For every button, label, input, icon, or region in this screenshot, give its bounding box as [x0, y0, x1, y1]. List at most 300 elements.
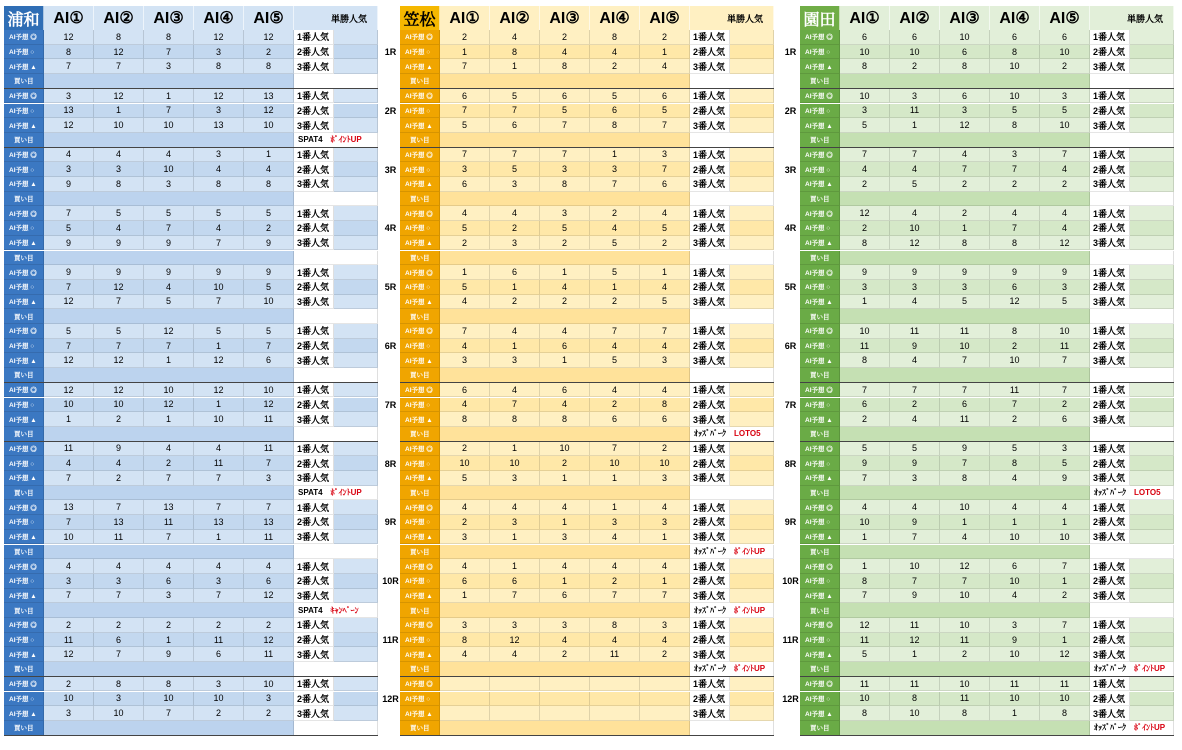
ai-value: 11	[244, 530, 294, 545]
buy-label[interactable]: 買い目	[800, 545, 840, 560]
buy-label[interactable]: 買い目	[4, 251, 44, 266]
race-number: 10R	[782, 576, 799, 587]
buy-field[interactable]	[44, 662, 294, 677]
campaign-note	[1090, 309, 1174, 324]
ai-value: 7	[194, 471, 244, 486]
ai-value: 8	[890, 692, 940, 707]
ai-value: 6	[440, 383, 490, 398]
popularity-label: 3番人気	[1090, 353, 1130, 368]
campaign-note	[294, 603, 378, 618]
ai-value: 7	[440, 59, 490, 74]
buy-label[interactable]: 買い目	[400, 251, 440, 266]
ai-value: 10	[940, 618, 990, 633]
ai-value: 2	[640, 442, 690, 457]
ai-value: 4	[890, 162, 940, 177]
buy-field[interactable]	[840, 427, 1090, 442]
buy-field[interactable]	[44, 545, 294, 560]
buy-label[interactable]: 買い目	[4, 545, 44, 560]
prediction-label	[400, 162, 440, 177]
buy-field[interactable]	[440, 192, 690, 207]
campaign-note	[1090, 662, 1174, 677]
prediction-label-text: AI予想 ○	[805, 519, 831, 527]
popularity-label: 2番人気	[294, 221, 334, 236]
buy-label[interactable]: 買い目	[400, 545, 440, 560]
ai-value: 4	[890, 206, 940, 221]
buy-field[interactable]	[840, 251, 1090, 266]
buy-field[interactable]	[440, 133, 690, 148]
popularity-label: 2番人気	[690, 45, 730, 60]
buy-label[interactable]: 買い目	[400, 368, 440, 383]
ai-value: 11	[244, 442, 294, 457]
buy-label[interactable]: 買い目	[4, 603, 44, 618]
popularity-label: 1番人気	[1090, 500, 1130, 515]
ai-value: 5	[890, 177, 940, 192]
buy-field[interactable]	[440, 251, 690, 266]
ai-value: 2	[640, 647, 690, 662]
ai-value: 3	[1040, 442, 1090, 457]
buy-field[interactable]	[44, 721, 294, 736]
popularity-odds-cell	[1130, 324, 1174, 339]
ai-value: 7	[640, 589, 690, 604]
buy-label[interactable]: 買い目	[800, 133, 840, 148]
campaign-label: ﾎﾟｲﾝﾄUP	[734, 546, 766, 556]
popularity-label: 2番人気	[690, 574, 730, 589]
buy-label[interactable]: 買い目	[800, 309, 840, 324]
ai-value: 6	[244, 353, 294, 368]
ai-value: 7	[1040, 618, 1090, 633]
ai-header: AI④	[194, 6, 244, 30]
prediction-label-text: AI予想 ○	[405, 49, 431, 57]
ai-value: 12	[890, 236, 940, 251]
popularity-label: 2番人気	[1090, 574, 1130, 589]
popularity-odds-cell	[730, 221, 774, 236]
prediction-label-text: AI予想 ▲	[9, 416, 37, 424]
ai-value: 4	[44, 559, 94, 574]
ai-value: 3	[490, 236, 540, 251]
popularity-label: 1番人気	[690, 500, 730, 515]
ai-value: 3	[244, 471, 294, 486]
prediction-label	[400, 633, 440, 648]
race-number: 1R	[384, 47, 397, 58]
campaign-note	[690, 133, 774, 148]
popularity-odds-cell	[334, 647, 378, 662]
prediction-label-text: AI予想 ▲	[805, 122, 833, 130]
prediction-label	[4, 295, 44, 310]
ai-value: 9	[890, 456, 940, 471]
ai-value: 2	[144, 618, 194, 633]
prediction-label	[800, 118, 840, 133]
popularity-odds-cell	[730, 692, 774, 707]
buy-field[interactable]	[44, 251, 294, 266]
ai-value: 8	[1040, 706, 1090, 721]
ai-value: 2	[1040, 177, 1090, 192]
prediction-label-text: AI予想 ▲	[9, 63, 37, 71]
ai-value: 7	[94, 295, 144, 310]
popularity-label: 1番人気	[690, 442, 730, 457]
prediction-label	[400, 45, 440, 60]
popularity-label: 1番人気	[1090, 383, 1130, 398]
popularity-label: 3番人気	[1090, 118, 1130, 133]
buy-field[interactable]	[440, 721, 690, 736]
ai-value: 8	[940, 471, 990, 486]
ai-value: 4	[490, 647, 540, 662]
buy-label[interactable]: 買い目	[400, 603, 440, 618]
buy-label[interactable]: 買い目	[800, 486, 840, 501]
buy-label[interactable]: 買い目	[800, 603, 840, 618]
prediction-label-text: AI予想 ▲	[805, 63, 833, 71]
ai-value: 3	[1040, 280, 1090, 295]
buy-label[interactable]: 買い目	[400, 721, 440, 736]
popularity-label: 1番人気	[1090, 442, 1130, 457]
popularity-label: 2番人気	[1090, 104, 1130, 119]
prediction-label	[4, 59, 44, 74]
ai-value: 10	[94, 706, 144, 721]
prediction-label-text: AI予想 ○	[9, 49, 35, 57]
ai-value: 4	[94, 559, 144, 574]
prediction-label	[400, 500, 440, 515]
ai-value: 12	[94, 383, 144, 398]
buy-field[interactable]	[840, 721, 1090, 736]
ai-value: 4	[640, 633, 690, 648]
buy-field[interactable]	[440, 545, 690, 560]
popularity-odds-cell	[1130, 206, 1174, 221]
buy-label[interactable]: 買い目	[400, 662, 440, 677]
ai-value: 10	[940, 500, 990, 515]
popularity-label: 3番人気	[690, 177, 730, 192]
popularity-label: 3番人気	[294, 353, 334, 368]
buy-field[interactable]	[840, 133, 1090, 148]
ai-value: 6	[540, 589, 590, 604]
popularity-odds-cell	[1130, 589, 1174, 604]
ai-value: 4	[590, 339, 640, 354]
popularity-odds-cell	[730, 118, 774, 133]
prediction-label	[800, 30, 840, 45]
popularity-label: 3番人気	[294, 647, 334, 662]
ai-value: 6	[440, 89, 490, 104]
buy-field[interactable]	[44, 309, 294, 324]
ai-value: 7	[94, 59, 144, 74]
prediction-label	[400, 574, 440, 589]
ai-value: 5	[590, 353, 640, 368]
ai-value: 1	[490, 442, 540, 457]
popularity-label: 3番人気	[294, 295, 334, 310]
prediction-label-text: AI予想 ▲	[9, 181, 37, 189]
prediction-label	[400, 589, 440, 604]
buy-field[interactable]	[440, 662, 690, 677]
ai-value: 1	[840, 530, 890, 545]
prediction-label-text: AI予想 ▲	[805, 534, 833, 542]
race-number: 12R	[382, 693, 399, 704]
buy-label[interactable]: 買い目	[400, 133, 440, 148]
popularity-odds-cell	[730, 647, 774, 662]
ai-value: 5	[144, 295, 194, 310]
ai-value: 12	[244, 589, 294, 604]
ai-value: 2	[540, 236, 590, 251]
buy-label[interactable]: 買い目	[4, 486, 44, 501]
prediction-label-text: AI予想 ○	[9, 637, 35, 645]
ai-value: 7	[490, 148, 540, 163]
track-name: 浦和	[4, 6, 44, 30]
buy-label[interactable]: 買い目	[4, 721, 44, 736]
ai-value: 2	[1040, 398, 1090, 413]
buy-label[interactable]: 買い目	[4, 309, 44, 324]
buy-label[interactable]: 買い目	[400, 486, 440, 501]
ai-value: 10	[144, 692, 194, 707]
ai-value: 13	[194, 118, 244, 133]
ai-value: 7	[940, 456, 990, 471]
prediction-label-text: AI予想 ◎	[805, 563, 833, 571]
popularity-odds-cell	[730, 515, 774, 530]
popularity-odds-cell	[730, 383, 774, 398]
ai-value: 10	[144, 162, 194, 177]
popularity-label: 3番人気	[690, 295, 730, 310]
ai-value: 11	[590, 647, 640, 662]
buy-label[interactable]: 買い目	[4, 192, 44, 207]
ai-value: 12	[44, 295, 94, 310]
buy-label[interactable]: 買い目	[800, 192, 840, 207]
ai-value: 12	[840, 206, 890, 221]
campaign-note	[1090, 427, 1174, 442]
campaign-note	[690, 74, 774, 89]
buy-field[interactable]	[440, 309, 690, 324]
ai-value: 10	[840, 324, 890, 339]
ai-value: 3	[490, 177, 540, 192]
ai-value: 4	[640, 559, 690, 574]
popularity-odds-cell	[1130, 339, 1174, 354]
popularity-odds-cell	[730, 59, 774, 74]
ai-value: 3	[490, 618, 540, 633]
ai-value: 1	[590, 280, 640, 295]
ai-value: 1	[144, 353, 194, 368]
popularity-label: 2番人気	[1090, 162, 1130, 177]
ai-value: 4	[540, 398, 590, 413]
buy-field[interactable]	[44, 603, 294, 618]
race-separator	[400, 735, 774, 736]
buy-label[interactable]: 買い目	[800, 251, 840, 266]
ai-value: 6	[940, 89, 990, 104]
prediction-label-text: AI予想 ▲	[9, 534, 37, 542]
prediction-label	[400, 59, 440, 74]
buy-field[interactable]	[440, 368, 690, 383]
race-number: 2R	[784, 105, 797, 116]
ai-value: 4	[94, 221, 144, 236]
popularity-odds-cell	[334, 589, 378, 604]
buy-field[interactable]	[840, 192, 1090, 207]
popularity-label: 1番人気	[294, 500, 334, 515]
ai-value: 4	[640, 500, 690, 515]
ai-value: 3	[540, 206, 590, 221]
popularity-odds-cell	[1130, 530, 1174, 545]
buy-label[interactable]: 買い目	[400, 192, 440, 207]
buy-field[interactable]	[840, 603, 1090, 618]
buy-label[interactable]: 買い目	[800, 74, 840, 89]
ai-value: 10	[144, 383, 194, 398]
popularity-odds-cell	[1130, 148, 1174, 163]
ai-value: 2	[490, 295, 540, 310]
ai-value: 5	[590, 265, 640, 280]
buy-field[interactable]	[44, 192, 294, 207]
popularity-label: 1番人気	[690, 383, 730, 398]
ai-value: 4	[540, 324, 590, 339]
campaign-source: ｵｯｽﾞﾊﾟｰｸ	[694, 605, 726, 615]
ai-value: 10	[144, 118, 194, 133]
ai-header: AI⑤	[640, 6, 690, 30]
buy-field[interactable]	[440, 486, 690, 501]
ai-value	[640, 692, 690, 707]
ai-value: 1	[590, 471, 640, 486]
ai-value: 12	[244, 398, 294, 413]
popularity-odds-cell	[730, 633, 774, 648]
ai-value: 6	[540, 339, 590, 354]
popularity-label: 1番人気	[1090, 265, 1130, 280]
ai-value: 10	[440, 456, 490, 471]
popularity-label: 3番人気	[690, 59, 730, 74]
prediction-label	[400, 206, 440, 221]
popularity-label: 2番人気	[1090, 692, 1130, 707]
popularity-odds-cell	[334, 530, 378, 545]
ai-value: 5	[94, 206, 144, 221]
buy-field[interactable]	[840, 545, 1090, 560]
popularity-label: 3番人気	[294, 236, 334, 251]
buy-label[interactable]: 買い目	[4, 427, 44, 442]
ai-value: 8	[44, 45, 94, 60]
ai-value: 7	[540, 148, 590, 163]
ai-value: 4	[144, 559, 194, 574]
buy-field[interactable]	[840, 486, 1090, 501]
prediction-label-text: AI予想 ◎	[805, 151, 833, 159]
ai-value: 4	[1040, 500, 1090, 515]
ai-value: 4	[440, 398, 490, 413]
prediction-label	[4, 647, 44, 662]
ai-value: 3	[440, 530, 490, 545]
prediction-label	[800, 706, 840, 721]
buy-label[interactable]: 買い目	[400, 427, 440, 442]
prediction-label	[400, 530, 440, 545]
prediction-label	[400, 221, 440, 236]
ai-value: 4	[440, 206, 490, 221]
buy-field[interactable]	[44, 74, 294, 89]
prediction-label-text: AI予想 ◎	[805, 93, 833, 101]
prediction-label	[4, 221, 44, 236]
buy-label[interactable]: 買い目	[4, 133, 44, 148]
buy-label[interactable]: 買い目	[800, 368, 840, 383]
popularity-label: 3番人気	[294, 471, 334, 486]
buy-field[interactable]	[440, 603, 690, 618]
prediction-label-text: AI予想 ○	[805, 166, 831, 174]
ai-value	[590, 692, 640, 707]
ai-value: 1	[440, 265, 490, 280]
prediction-label	[400, 515, 440, 530]
ai-value: 8	[840, 236, 890, 251]
ai-value: 4	[940, 530, 990, 545]
prediction-label	[400, 471, 440, 486]
ai-value: 2	[590, 398, 640, 413]
popularity-label: 3番人気	[690, 706, 730, 721]
buy-field[interactable]	[44, 486, 294, 501]
ai-value: 2	[440, 30, 490, 45]
prediction-label-text: AI予想 ○	[805, 460, 831, 468]
buy-label[interactable]: 買い目	[800, 427, 840, 442]
buy-label[interactable]: 買い目	[4, 368, 44, 383]
buy-label[interactable]: 買い目	[800, 662, 840, 677]
popularity-label: 1番人気	[690, 89, 730, 104]
ai-value: 1	[440, 589, 490, 604]
popularity-label: 1番人気	[294, 206, 334, 221]
buy-label[interactable]: 買い目	[4, 662, 44, 677]
prediction-label-text: AI予想 ○	[9, 225, 35, 233]
buy-field[interactable]	[840, 74, 1090, 89]
ai-value: 4	[94, 456, 144, 471]
popularity-odds-cell	[1130, 45, 1174, 60]
ai-value: 10	[244, 295, 294, 310]
popularity-odds-cell	[334, 30, 378, 45]
buy-label[interactable]: 買い目	[800, 721, 840, 736]
popularity-odds-cell	[334, 574, 378, 589]
ai-value: 6	[244, 574, 294, 589]
ai-value: 3	[244, 692, 294, 707]
buy-field[interactable]	[44, 368, 294, 383]
prediction-label-text: AI予想 ▲	[9, 710, 37, 718]
buy-field[interactable]	[840, 368, 1090, 383]
buy-field[interactable]	[840, 309, 1090, 324]
prediction-label-text: AI予想 ▲	[9, 240, 37, 248]
popularity-label: 1番人気	[690, 206, 730, 221]
ai-value: 10	[1040, 118, 1090, 133]
ai-value: 12	[840, 618, 890, 633]
popularity-label: 2番人気	[294, 692, 334, 707]
ai-value: 10	[890, 221, 940, 236]
buy-field[interactable]	[840, 662, 1090, 677]
popularity-odds-cell	[730, 456, 774, 471]
campaign-note	[294, 486, 378, 501]
ai-header: AI⑤	[244, 6, 294, 30]
campaign-label: ﾎﾟｲﾝﾄUP	[734, 664, 766, 674]
ai-value: 4	[440, 500, 490, 515]
ai-value: 8	[540, 412, 590, 427]
buy-label[interactable]: 買い目	[4, 74, 44, 89]
buy-field[interactable]	[440, 74, 690, 89]
buy-label[interactable]: 買い目	[400, 74, 440, 89]
ai-header: AI①	[440, 6, 490, 30]
popularity-odds-cell	[1130, 383, 1174, 398]
ai-value: 8	[244, 177, 294, 192]
ai-value: 3	[640, 515, 690, 530]
ai-value: 13	[194, 515, 244, 530]
ai-value: 4	[1040, 221, 1090, 236]
prediction-label-text: AI予想 ◎	[805, 210, 833, 218]
ai-value: 1	[44, 412, 94, 427]
prediction-label	[800, 574, 840, 589]
buy-field[interactable]	[440, 427, 690, 442]
ai-header: AI④	[990, 6, 1040, 30]
ai-value: 4	[640, 383, 690, 398]
buy-field[interactable]	[44, 133, 294, 148]
ai-value: 9	[94, 442, 144, 457]
buy-label[interactable]: 買い目	[400, 309, 440, 324]
popularity-label: 1番人気	[294, 265, 334, 280]
ai-value: 7	[44, 339, 94, 354]
campaign-note	[294, 192, 378, 207]
ai-value: 2	[144, 456, 194, 471]
ai-value: 8	[194, 59, 244, 74]
prediction-label	[800, 398, 840, 413]
prediction-label	[4, 353, 44, 368]
buy-field[interactable]	[44, 427, 294, 442]
ai-value: 7	[490, 104, 540, 119]
ai-value: 13	[44, 104, 94, 119]
ai-value: 10	[244, 118, 294, 133]
race-number: 2R	[384, 105, 397, 116]
